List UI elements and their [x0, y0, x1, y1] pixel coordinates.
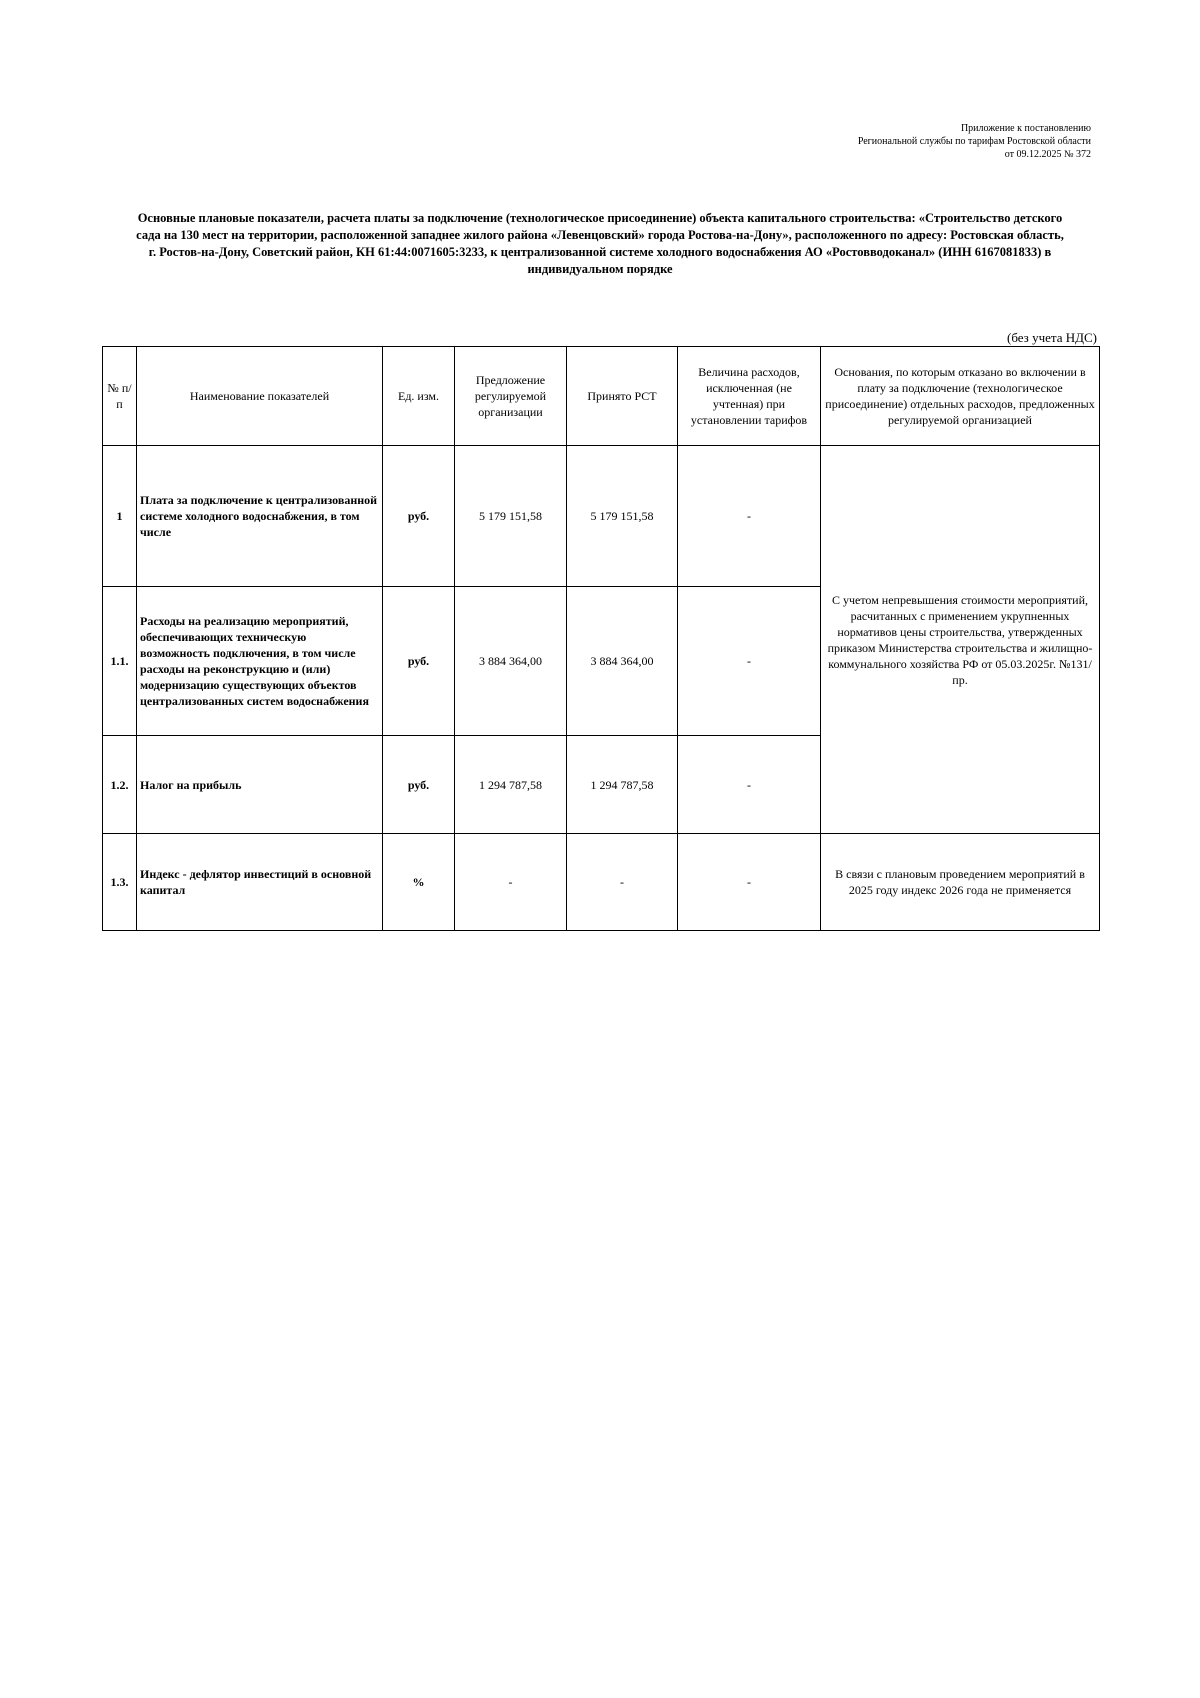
row-num: 1 — [103, 446, 137, 587]
row-excluded: - — [678, 446, 821, 587]
row-unit: руб. — [383, 736, 455, 834]
row-unit: % — [383, 834, 455, 931]
appendix-line: от 09.12.2025 № 372 — [1004, 149, 1091, 160]
header-num: № п/п — [103, 347, 137, 446]
header-accepted: Принято РСТ — [567, 347, 678, 446]
table-header-row — [103, 347, 1100, 446]
header-name: Наименование показателей — [137, 347, 383, 446]
row-excluded: - — [678, 834, 821, 931]
table-row — [103, 446, 1100, 587]
row-unit: руб. — [383, 587, 455, 736]
row-excluded: - — [678, 587, 821, 736]
appendix-header — [858, 122, 1091, 161]
row-num: 1.3. — [103, 834, 137, 931]
row-unit: руб. — [383, 446, 455, 587]
header-reasons: Основания, по которым отказано во включении в плату за подключение (технологическое присоединение) отдельных расходов, предложенных регулируемой организацией — [821, 347, 1100, 446]
row-proposal: - — [455, 834, 567, 931]
title-line: Основные плановые показатели, расчета платы за подключение (технологическое присоединение) объекта капитального строительства: «Строительство детского — [137, 211, 1063, 225]
row-num: 1.2. — [103, 736, 137, 834]
row-name: Расходы на реализацию мероприятий, обеспечивающих техническую возможность подключения, в том числе расходы на реконструкцию и (или) модернизацию существующих объектов централизованных систем водоснабжения — [137, 587, 383, 736]
row-name: Плата за подключение к централизованной системе холодного водоснабжения, в том числе — [137, 446, 383, 587]
indicators-table — [102, 346, 1100, 931]
row-proposal: 3 884 364,00 — [455, 587, 567, 736]
row-accepted: 5 179 151,58 — [567, 446, 678, 587]
row-accepted: 3 884 364,00 — [567, 587, 678, 736]
row-reason: В связи с плановым проведением мероприятий в 2025 году индекс 2026 года не применяется — [821, 834, 1100, 931]
row-accepted: - — [567, 834, 678, 931]
table-row — [103, 834, 1100, 931]
document-title — [100, 210, 1100, 278]
row-accepted: 1 294 787,58 — [567, 736, 678, 834]
row-proposal: 1 294 787,58 — [455, 736, 567, 834]
title-line: индивидуальном порядке — [527, 262, 673, 276]
appendix-line: Региональной службы по тарифам Ростовской области — [857, 136, 1091, 147]
appendix-line: Приложение к постановлению — [960, 123, 1091, 134]
header-proposal: Предложение регулируемой организации — [455, 347, 567, 446]
title-line: сада на 130 мест на территории, расположенной западнее жилого района «Левенцовский» города Ростова-на-Дону», расположенного по адресу: Ростовская область, — [136, 228, 1064, 242]
row-excluded: - — [678, 736, 821, 834]
title-line: г. Ростов-на-Дону, Советский район, КН 61:44:0071605:3233, к централизованной системе холодного водоснабжения АО «Ростовводоканал» (ИНН 6167081833) в — [148, 245, 1052, 259]
header-excluded: Величина расходов, исключенная (не учтенная) при установлении тарифов — [678, 347, 821, 446]
row-proposal: 5 179 151,58 — [455, 446, 567, 587]
row-reason-merged: С учетом непревышения стоимости мероприятий, расчитанных с применением укрупненных нормативов цены строительства, утвержденных приказом Министерства строительства и жилищно-коммунального хозяйства РФ от 05.03.2025г. №131/пр. — [821, 446, 1100, 834]
row-num: 1.1. — [103, 587, 137, 736]
row-name: Индекс - дефлятор инвестиций в основной капитал — [137, 834, 383, 931]
header-unit: Ед. изм. — [383, 347, 455, 446]
row-name: Налог на прибыль — [137, 736, 383, 834]
vat-note: (без учета НДС) — [1006, 330, 1097, 345]
